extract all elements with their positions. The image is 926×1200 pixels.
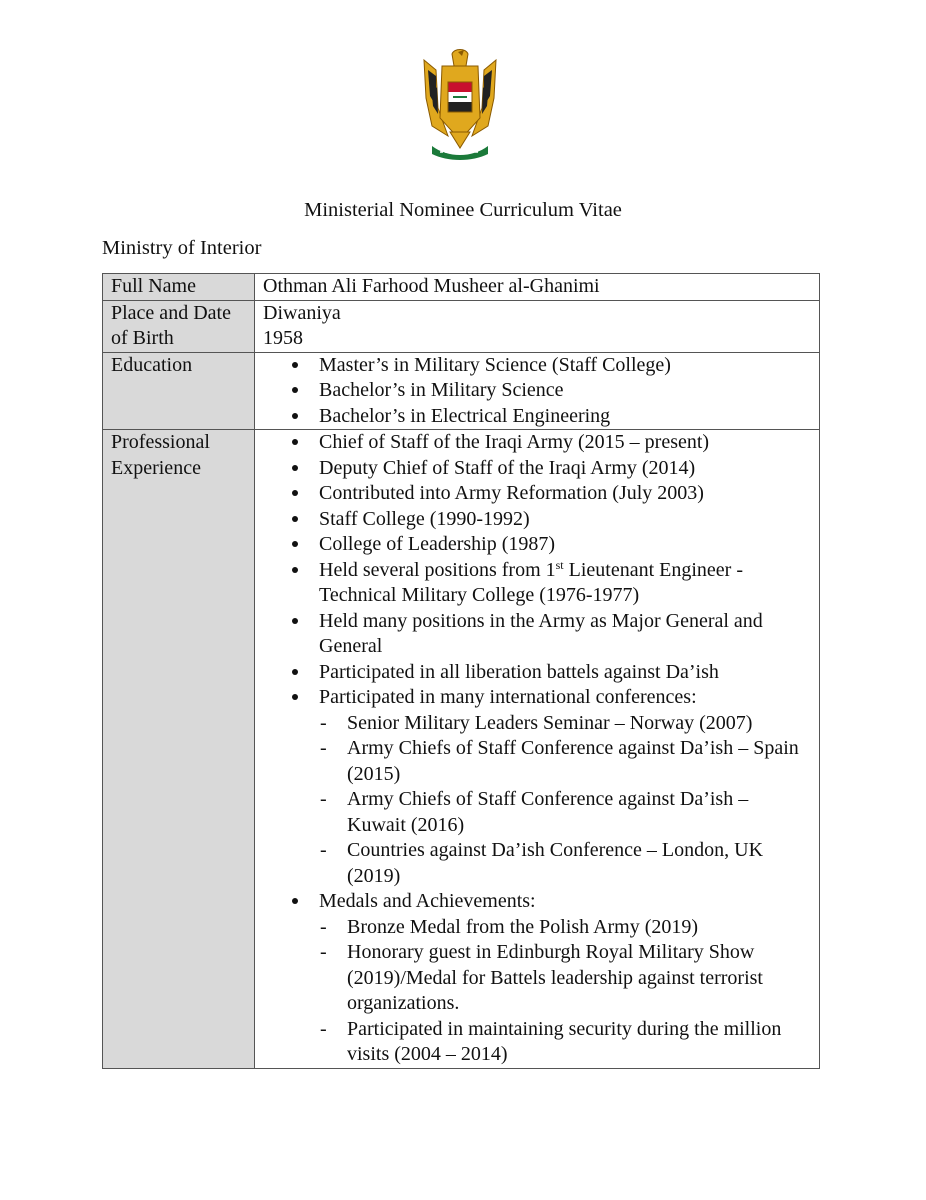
iraq-emblem-icon bbox=[418, 48, 502, 160]
ministry-name: Ministry of Interior bbox=[102, 237, 262, 259]
conferences-list bbox=[319, 711, 811, 890]
experience-label bbox=[103, 430, 255, 1069]
row-education bbox=[103, 352, 820, 430]
list-item bbox=[319, 685, 811, 889]
list-item: - Army Chiefs of Staff Conference against Da’ish – Spain (2015) bbox=[347, 736, 811, 787]
list-item: Master’s in Military Science (Staff College) bbox=[319, 353, 811, 379]
experience-label-line2: Experience bbox=[111, 456, 201, 479]
list-item bbox=[319, 558, 811, 609]
positions-sup: st bbox=[555, 557, 564, 572]
experience-value bbox=[255, 430, 820, 1069]
list-item: College of Leadership (1987) bbox=[319, 532, 811, 558]
list-item: Participated in all liberation battels against Da’ish bbox=[319, 660, 811, 686]
medals-list bbox=[319, 915, 811, 1068]
list-item: Contributed into Army Reformation (July 2003) bbox=[319, 481, 811, 507]
experience-label-line1: Professional bbox=[111, 431, 210, 453]
row-experience bbox=[103, 430, 820, 1069]
birth-label bbox=[103, 300, 255, 352]
list-item: Bachelor’s in Electrical Engineering bbox=[319, 404, 811, 430]
list-item: Bachelor’s in Military Science bbox=[319, 378, 811, 404]
conferences-heading: Participated in many international conferences: bbox=[319, 686, 697, 708]
list-item: - Participated in maintaining security during the million visits (2004 – 2014) bbox=[347, 1017, 811, 1068]
education-value bbox=[255, 352, 820, 430]
list-item: - Countries against Da’ish Conference – London, UK (2019) bbox=[347, 838, 811, 889]
row-full-name bbox=[103, 274, 820, 301]
full-name-value: Othman Ali Farhood Musheer al-Ghanimi bbox=[255, 274, 820, 301]
birth-label-line2: of Birth bbox=[111, 327, 174, 349]
list-item: - Honorary guest in Edinburgh Royal Military Show (2019)/Medal for Battels leadership against terrorist organizations. bbox=[347, 940, 811, 1017]
list-item bbox=[319, 889, 811, 1068]
list-item: - Senior Military Leaders Seminar – Norway (2007) bbox=[347, 711, 811, 737]
birth-value bbox=[255, 300, 820, 352]
positions-suffix: Lieutenant Engineer - Technical Military College (1976-1977) bbox=[319, 558, 744, 606]
list-item: Staff College (1990-1992) bbox=[319, 507, 811, 533]
list-item: Held many positions in the Army as Major General and General bbox=[319, 609, 811, 660]
list-item: - Bronze Medal from the Polish Army (2019) bbox=[347, 915, 811, 941]
education-label: Education bbox=[103, 352, 255, 430]
experience-list bbox=[263, 430, 811, 1068]
list-item: Chief of Staff of the Iraqi Army (2015 – present) bbox=[319, 430, 811, 456]
document-title: Ministerial Nominee Curriculum Vitae bbox=[304, 199, 622, 221]
birth-place: Diwaniya bbox=[263, 301, 341, 324]
row-birth bbox=[103, 300, 820, 352]
medals-heading: Medals and Achievements: bbox=[319, 890, 536, 912]
education-list bbox=[263, 353, 811, 430]
positions-prefix: Held several positions from 1 bbox=[319, 558, 556, 581]
list-item: - Army Chiefs of Staff Conference against Da’ish – Kuwait (2016) bbox=[347, 787, 811, 838]
birth-label-line1: Place and Date bbox=[111, 301, 231, 324]
list-item: Deputy Chief of Staff of the Iraqi Army (2014) bbox=[319, 456, 811, 482]
birth-year: 1958 bbox=[263, 327, 303, 349]
cv-table bbox=[102, 273, 820, 1069]
full-name-label: Full Name bbox=[103, 274, 255, 301]
